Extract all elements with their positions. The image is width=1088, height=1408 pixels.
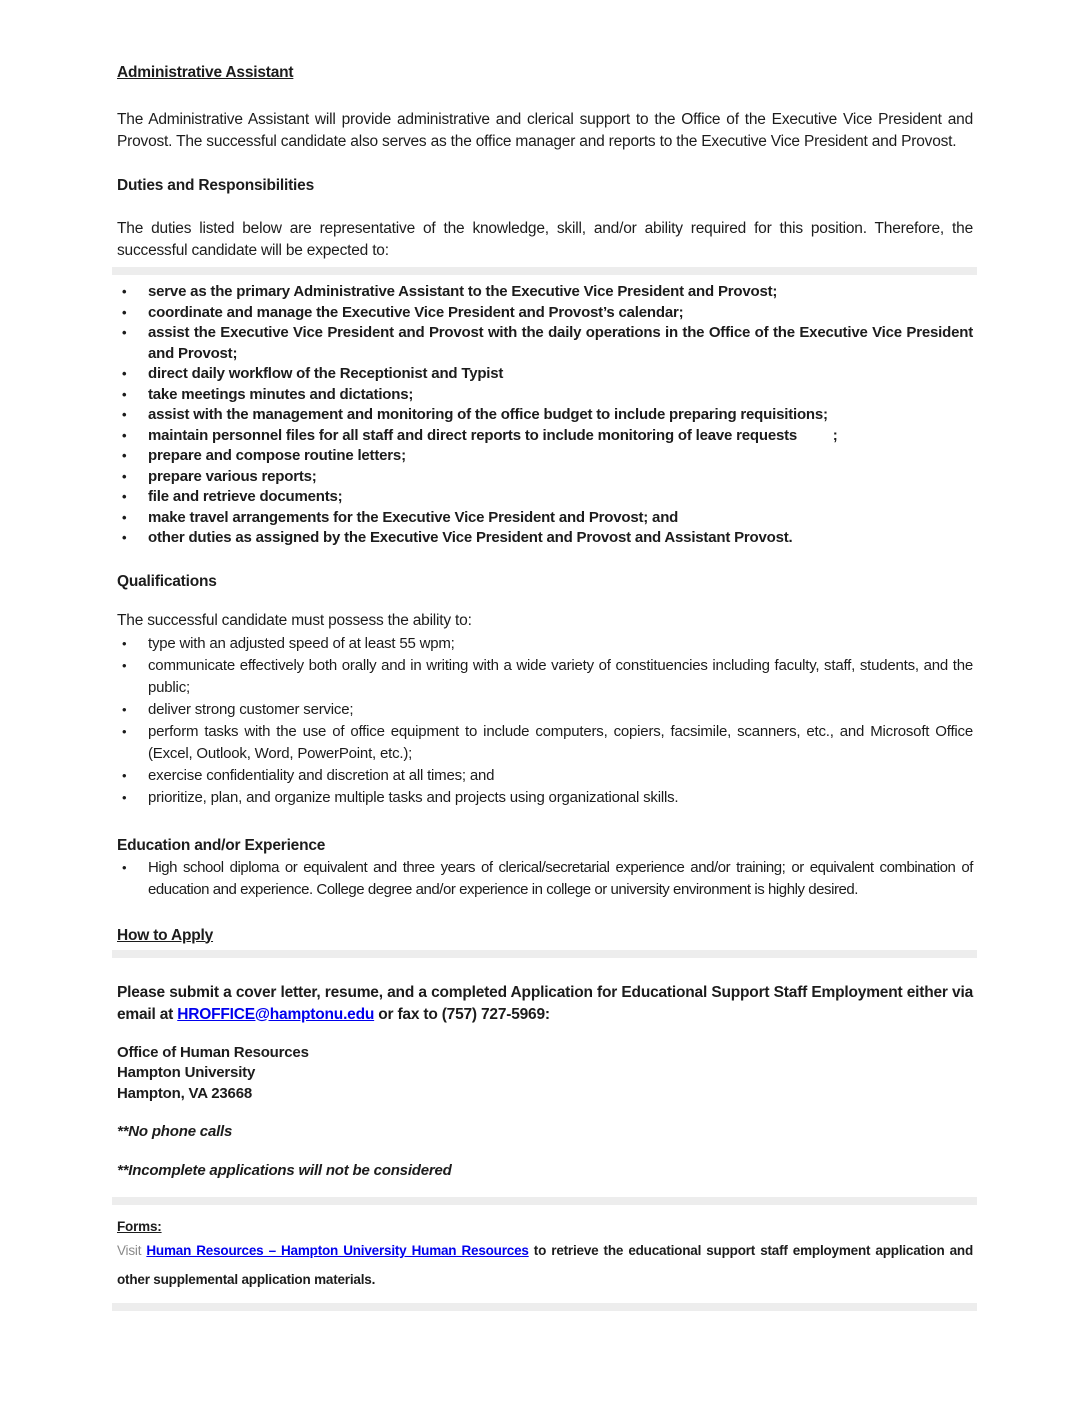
duties-item-text: assist the Executive Vice President and Provost with the daily operations in the Office of the Executive Vice President and Provost;	[148, 324, 973, 362]
duties-list-item	[117, 487, 973, 508]
qualifications-item-text: type with an adjusted speed of at least 55 wpm;	[148, 634, 455, 652]
apply-paragraph	[117, 982, 973, 1026]
apply-text-suffix: or fax to (757) 727-5969:	[374, 1005, 550, 1023]
duties-item-text: prepare and compose routine letters;	[148, 447, 406, 464]
duties-item-text: prepare various reports;	[148, 467, 317, 485]
qualifications-list-item	[117, 787, 973, 809]
bullet-icon: •	[122, 530, 127, 545]
duties-item-text: coordinate and manage the Executive Vice President and Provost’s calendar;	[148, 303, 684, 321]
qualifications-item-text: communicate effectively both orally and in writing with a wide variety of constituencies including faculty, staff, students, and the public;	[148, 656, 973, 696]
duties-item-text: make travel arrangements for the Executive Vice President and Provost; and	[148, 508, 679, 526]
apply-text-prefix: Please submit a cover letter, resume, and a completed Application for Educational Support Staff Employment either via email at	[117, 983, 973, 1023]
hr-address-block	[117, 1043, 973, 1105]
duties-heading: Duties and Responsibilities	[117, 177, 315, 194]
page-title: Administrative Assistant	[117, 64, 294, 81]
section-divider-band	[112, 1303, 977, 1311]
duties-item-text: direct daily workflow of the Receptionist and Typist	[148, 365, 504, 382]
bullet-icon: •	[122, 284, 127, 299]
qualifications-lead-paragraph: The successful candidate must possess the ability to:	[117, 611, 472, 629]
qualifications-item-text: exercise confidentiality and discretion at all times; and	[148, 766, 495, 784]
bullet-icon: •	[122, 767, 127, 783]
education-heading: Education and/or Experience	[117, 836, 326, 854]
hr-address-line: Hampton University	[117, 1064, 256, 1081]
duties-list-item	[117, 364, 973, 385]
note-no-phone-calls: **No phone calls	[117, 1123, 233, 1140]
qualifications-list-item	[117, 699, 973, 721]
education-list	[117, 857, 973, 901]
duties-list-item	[117, 405, 973, 426]
how-to-apply-heading: How to Apply	[117, 926, 214, 944]
duties-list-item	[117, 385, 973, 406]
duties-list	[117, 282, 973, 549]
duties-list-item	[117, 282, 973, 303]
bullet-icon: •	[122, 366, 127, 381]
bullet-icon: •	[122, 468, 127, 484]
duties-item-text: file and retrieve documents;	[148, 488, 343, 505]
forms-visit-text: Visit	[117, 1243, 147, 1258]
duties-item-text: assist with the management and monitoring of the office budget to include preparing requisitions;	[148, 406, 828, 423]
qualifications-list-item	[117, 721, 973, 765]
education-list-item	[117, 857, 973, 901]
duties-list-item	[117, 508, 973, 529]
qualifications-list-item	[117, 655, 973, 699]
bullet-icon: •	[122, 427, 127, 443]
section-divider-band	[112, 267, 977, 275]
duties-item-text: other duties as assigned by the Executive Vice President and Provost and Assistant Provost.	[148, 529, 793, 546]
duties-list-item	[117, 467, 973, 488]
qualifications-list	[117, 633, 973, 809]
section-divider-band	[112, 1197, 977, 1205]
bullet-icon: •	[122, 635, 127, 651]
hr-email-link[interactable]: HROFFICE@hamptonu.edu	[177, 1005, 375, 1023]
bullet-icon: •	[122, 489, 127, 504]
qualifications-item-text: deliver strong customer service;	[148, 700, 354, 718]
duties-list-item	[117, 303, 973, 324]
bullet-icon: •	[122, 859, 127, 875]
note-incomplete-applications: **Incomplete applications will not be considered	[117, 1162, 452, 1179]
bullet-icon: •	[122, 304, 127, 320]
bullet-icon: •	[122, 723, 127, 739]
forms-text-suffix: to retrieve the educational support staff employment application and other supplemental application materials.	[117, 1243, 974, 1287]
bullet-icon: •	[122, 448, 127, 463]
qualifications-item-text: prioritize, plan, and organize multiple tasks and projects using organizational skills.	[148, 788, 679, 806]
duties-list-item	[117, 446, 973, 467]
forms-heading: Forms:	[117, 1219, 162, 1234]
qualifications-item-text: perform tasks with the use of office equipment to include computers, copiers, facsimile, scanners, etc., and Microsoft Office (Excel, Outlook, Word, PowerPoint, etc.);	[148, 722, 973, 762]
bullet-icon: •	[122, 701, 127, 717]
bullet-icon: •	[122, 325, 127, 340]
duties-list-item	[117, 426, 973, 447]
bullet-icon: •	[122, 407, 127, 422]
forms-paragraph	[117, 1236, 973, 1294]
qualifications-heading: Qualifications	[117, 572, 217, 590]
bullet-icon: •	[122, 386, 127, 402]
section-divider-band	[112, 950, 977, 958]
duties-item-text: serve as the primary Administrative Assistant to the Executive Vice President and Provost;	[148, 283, 778, 300]
duties-item-text: take meetings minutes and dictations;	[148, 385, 414, 403]
bullet-icon: •	[122, 657, 127, 673]
human-resources-link[interactable]: Human Resources – Hampton University Human Resources	[146, 1243, 529, 1258]
duties-list-item	[117, 323, 973, 364]
education-item-text: High school diploma or equivalent and three years of clerical/secretarial experience and/or training; or equivalent combination of education and experience. College degree and/or experience in college or university environment is highly desired.	[148, 858, 973, 898]
duties-lead-paragraph: The duties listed below are representative of the knowledge, skill, and/or ability required for this position. Therefore, the successful candidate will be expected to:	[117, 220, 973, 259]
intro-paragraph: The Administrative Assistant will provide administrative and clerical support to the Office of the Executive Vice President and Provost. The successful candidate also serves as the office manager and reports to the Executive Vice President and Provost.	[117, 111, 973, 150]
qualifications-list-item	[117, 765, 973, 787]
bullet-icon: •	[122, 789, 127, 805]
bullet-icon: •	[122, 509, 127, 525]
duties-list-item	[117, 528, 973, 549]
qualifications-list-item	[117, 633, 973, 655]
duties-item-text: maintain personnel files for all staff and direct reports to include monitoring of leave requests ;	[148, 426, 838, 444]
hr-address-line: Hampton, VA 23668	[117, 1084, 252, 1102]
hr-address-line: Office of Human Resources	[117, 1043, 309, 1061]
